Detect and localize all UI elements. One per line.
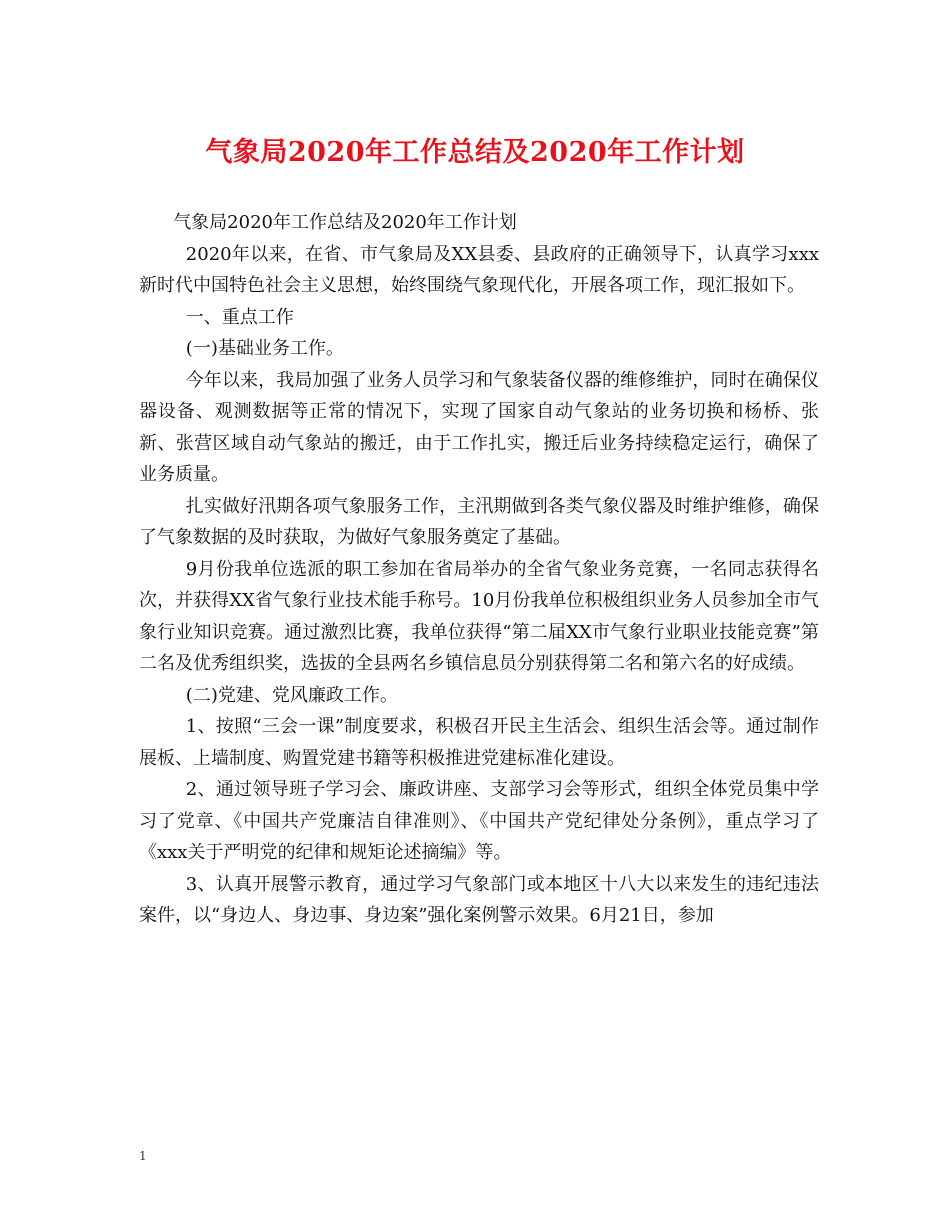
paragraph: 2020年以来，在省、市气象局及XX县委、县政府的正确领导下，认真学习xxx新时代中国特色社会主义思想，始终围绕气象现代化，开展各项工作，现汇报如下。 bbox=[139, 243, 819, 296]
document-title: 气象局2020年工作总结及2020年工作计划 bbox=[205, 137, 745, 168]
section-heading: 一、重点工作 bbox=[185, 306, 294, 328]
subsection-heading: (二)党建、党风廉政工作。 bbox=[185, 684, 398, 706]
document-body bbox=[139, 207, 819, 932]
paragraph: 9月份我单位选派的职工参加在省局举办的全省气象业务竞赛，一名同志获得名次，并获得XX省气象行业技术能手称号。10月份我单位积极组织业务人员参加全市气象行业知识竞赛。通过激烈比赛，我单位获得“第二届XX市气象行业职业技能竞赛”第二名及优秀组织奖，选拔的全县两名乡镇信息员分别获得第二名和第六名的好成绩。 bbox=[139, 558, 819, 674]
document-subtitle: 气象局2020年工作总结及2020年工作计划 bbox=[173, 212, 517, 233]
paragraph: 今年以来，我局加强了业务人员学习和气象装备仪器的维修维护，同时在确保仪器设备、观测数据等正常的情况下，实现了国家自动气象站的业务切换和杨桥、张新、张营区域自动气象站的搬迁，由于工作扎实，搬迁后业务持续稳定运行，确保了业务质量。 bbox=[139, 369, 819, 485]
paragraph: 2、通过领导班子学习会、廉政讲座、支部学习会等形式，组织全体党员集中学习了党章、《中国共产党廉洁自律准则》、《中国共产党纪律处分条例》，重点学习了《xxx关于严明党的纪律和规矩论述摘编》等。 bbox=[139, 779, 819, 863]
paragraph: 3、认真开展警示教育，通过学习气象部门或本地区十八大以来发生的违纪违法案件，以“身边人、身边事、身边案”强化案例警示效果。6月21日，参加 bbox=[139, 873, 819, 926]
page-number: 1 bbox=[139, 1149, 147, 1163]
paragraph: 1、按照“三会一课”制度要求，积极召开民主生活会、组织生活会等。通过制作展板、上墙制度、购置党建书籍等积极推进党建标准化建设。 bbox=[139, 716, 819, 769]
subsection-heading: (一)基础业务工作。 bbox=[185, 338, 344, 359]
paragraph: 扎实做好汛期各项气象服务工作，主汛期做到各类气象仪器及时维护维修，确保了气象数据的及时获取，为做好气象服务奠定了基础。 bbox=[139, 495, 819, 548]
